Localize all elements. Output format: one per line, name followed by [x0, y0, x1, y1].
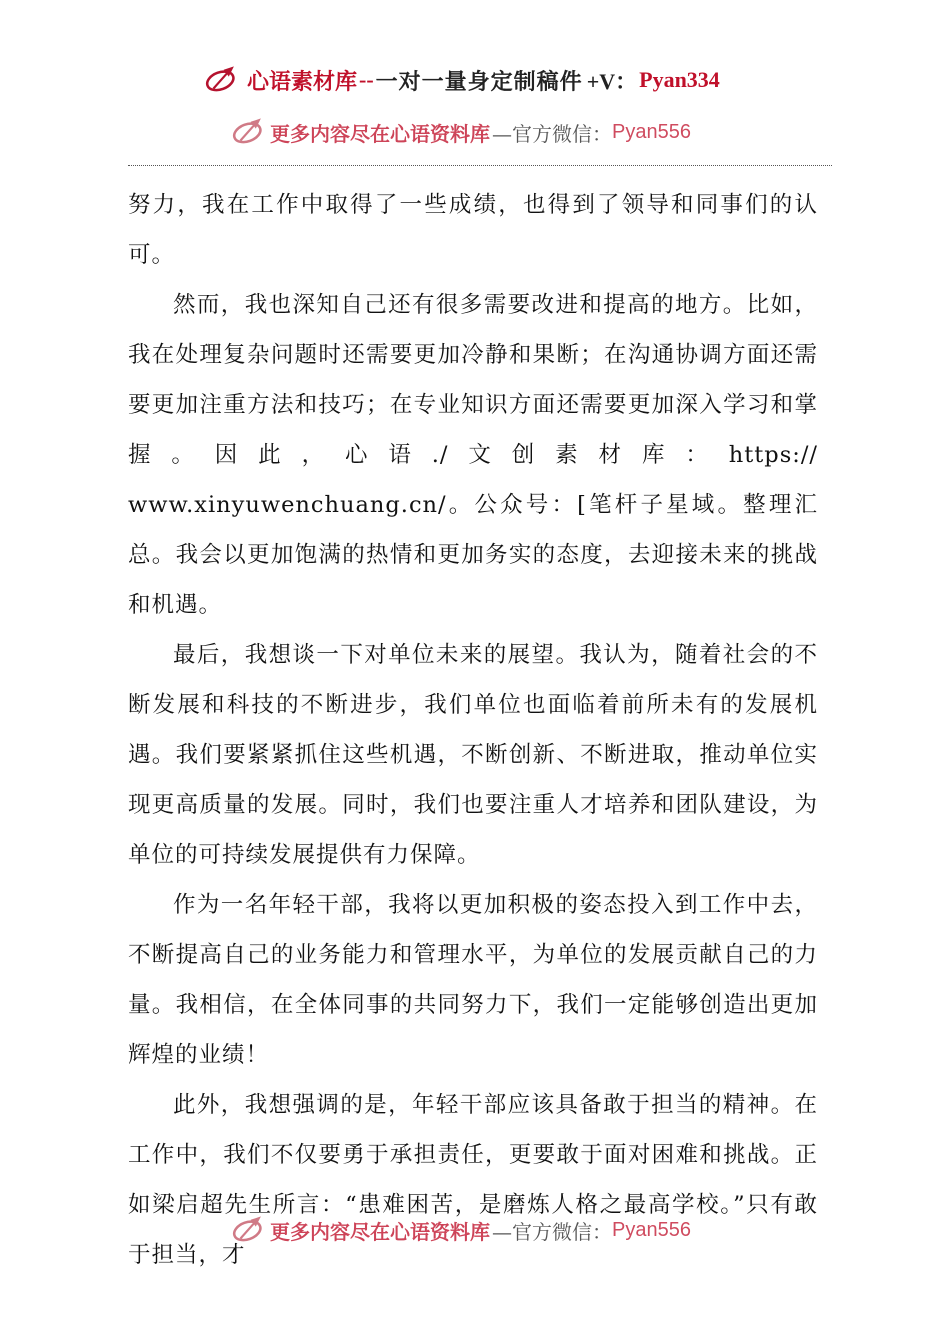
header-banner	[205, 62, 720, 98]
paragraph: 努力，我在工作中取得了一些成绩，也得到了领导和同事们的认可。	[128, 192, 818, 268]
header-contact-prefix: +V：	[586, 68, 638, 94]
pen-nib-logo-icon	[232, 115, 266, 149]
page-footer	[232, 1212, 691, 1248]
subline-separator: —官方微信：	[492, 121, 612, 146]
subline-brand: 更多内容尽在心语资料库	[270, 121, 490, 146]
header-dash: --	[359, 67, 374, 92]
paragraph: 最后，我想谈一下对单位未来的展望。我认为，随着社会的不断发展和科技的不断进步，我们单位也面临着前所未有的发展机遇。我们要紧紧抓住这些机遇，不断创新、不断进取，推动单位实现更高质量的发展。同时，我们也要注重人才培养和团队建设，为单位的可持续发展提供有力保障。	[128, 642, 818, 868]
header-brand: 心语素材库	[247, 68, 358, 94]
header-slogan: 一对一量身定制稿件	[375, 68, 583, 94]
subline-wechat-id: Pyan556	[612, 120, 691, 143]
pen-nib-logo-icon	[205, 63, 239, 97]
paragraph: 作为一名年轻干部，我将以更加积极的姿态投入到工作中去，不断提高自己的业务能力和管理水平，为单位的发展贡献自己的力量。我相信，在全体同事的共同努力下，我们一定能够创造出更加辉煌的业绩！	[128, 892, 818, 1068]
header-subline	[232, 114, 691, 150]
document-body	[128, 180, 818, 1280]
footer-wechat-id: Pyan556	[612, 1218, 691, 1241]
paragraph: 然而，我也深知自己还有很多需要改进和提高的地方。比如，我在处理复杂问题时还需要更加冷静和果断；在沟通协调方面还需要更加注重方法和技巧；在专业知识方面还需要更加深入学习和掌握。因此，心语./文创素材库：https:// www.xinyuwenchuang.cn/。公众号：[笔杆子星域。整理汇总。我会以更加饱满的热情和更加务实的态度，去迎接未来的挑战和机遇。	[128, 292, 818, 618]
header-contact-id: Pyan334	[639, 67, 720, 92]
footer-separator: —官方微信：	[492, 1219, 612, 1244]
pen-nib-logo-icon	[232, 1213, 266, 1247]
header-divider	[128, 165, 832, 166]
footer-brand: 更多内容尽在心语资料库	[270, 1219, 490, 1244]
paragraph: 此外，我想强调的是，年轻干部应该具备敢于担当的精神。在工作中，我们不仅要勇于承担责任，更要敢于面对困难和挑战。正如梁启超先生所言：“患难困苦，是磨炼人格之最高学校。”只有敢于担当，才	[128, 1092, 818, 1268]
